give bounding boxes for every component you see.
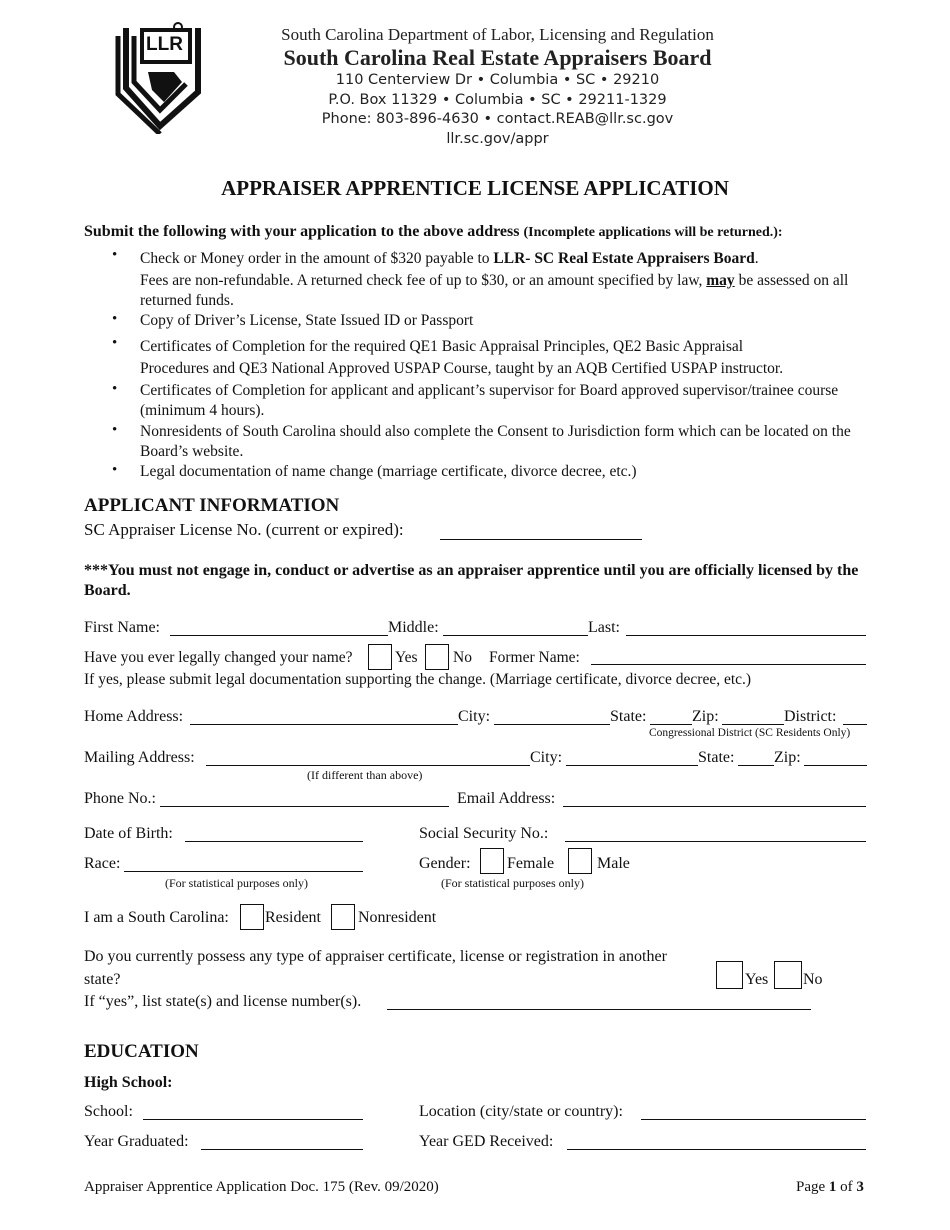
race-label: Race: bbox=[84, 855, 121, 872]
first-name-label: First Name: bbox=[84, 619, 160, 636]
mailing-address-label: Mailing Address: bbox=[84, 749, 195, 766]
yes-label: Yes bbox=[395, 649, 418, 666]
mailing-zip-field[interactable] bbox=[804, 765, 867, 766]
year-graduated-label: Year Graduated: bbox=[84, 1133, 189, 1150]
gender-female-checkbox[interactable] bbox=[480, 848, 504, 874]
name-change-question: Have you ever legally changed your name? bbox=[84, 649, 353, 666]
other-state-no-checkbox[interactable] bbox=[774, 961, 802, 989]
list-item: Nonresidents of South Carolina should also complete the Consent to Jurisdiction form which can be located on the Board’s website. bbox=[140, 423, 851, 460]
other-state-no-label: No bbox=[803, 971, 823, 988]
race-field[interactable] bbox=[124, 871, 363, 872]
year-ged-field[interactable] bbox=[567, 1149, 866, 1150]
other-state-yes-checkbox[interactable] bbox=[716, 961, 743, 989]
phone-field[interactable] bbox=[160, 806, 449, 807]
list-states-label: If “yes”, list state(s) and license number(s). bbox=[84, 993, 362, 1010]
middle-name-field[interactable] bbox=[443, 635, 588, 636]
home-address-field[interactable] bbox=[190, 724, 458, 725]
gender-male-checkbox[interactable] bbox=[568, 848, 592, 874]
home-address-label: Home Address: bbox=[84, 708, 184, 725]
bullet-icon: • bbox=[112, 381, 118, 397]
name-change-no-checkbox[interactable] bbox=[425, 644, 449, 670]
home-state-field[interactable] bbox=[650, 724, 692, 725]
home-state-label: State: bbox=[610, 708, 647, 725]
mailing-city-label: City: bbox=[530, 749, 563, 766]
name-change-yes-checkbox[interactable] bbox=[368, 644, 392, 670]
district-field[interactable] bbox=[843, 724, 867, 725]
ssn-field[interactable] bbox=[565, 841, 866, 842]
male-label: Male bbox=[597, 855, 630, 872]
mailing-state-field[interactable] bbox=[738, 765, 774, 766]
bullet-icon: • bbox=[112, 462, 118, 478]
name-change-note: If yes, please submit legal documentation supporting the change. (Marriage certificate, divorce decree, etc.) bbox=[84, 671, 752, 688]
email-field[interactable] bbox=[563, 806, 866, 807]
home-city-field[interactable] bbox=[494, 724, 610, 725]
logo-text: LLR bbox=[146, 34, 183, 55]
female-label: Female bbox=[507, 855, 555, 872]
phone-email: Phone: 803-896-4630 • contact.REAB@llr.sc.gov bbox=[321, 111, 674, 127]
last-name-label: Last: bbox=[588, 619, 620, 636]
mailing-address-field[interactable] bbox=[206, 765, 530, 766]
home-city-label: City: bbox=[458, 708, 491, 725]
district-label: District: bbox=[784, 708, 837, 725]
email-label: Email Address: bbox=[457, 790, 556, 807]
education-heading: EDUCATION bbox=[84, 1041, 199, 1062]
former-name-label: Former Name: bbox=[489, 649, 580, 666]
former-name-field[interactable] bbox=[591, 664, 866, 665]
licensing-notice: ***You must not engage in, conduct or advertise as an appraiser apprentice until you are officially licensed by the Board. bbox=[84, 562, 859, 599]
other-state-question: Do you currently possess any type of appraiser certificate, license or registration in another bbox=[84, 948, 667, 965]
high-school-subheading: High School: bbox=[84, 1074, 173, 1091]
year-graduated-field[interactable] bbox=[201, 1149, 363, 1150]
list-item: Legal documentation of name change (marriage certificate, divorce decree, etc.) bbox=[140, 463, 637, 480]
other-state-question-cont: state? bbox=[84, 971, 121, 988]
list-item: Copy of Driver’s License, State Issued ID or Passport bbox=[140, 312, 474, 329]
mailing-city-field[interactable] bbox=[566, 765, 698, 766]
no-label: No bbox=[453, 649, 472, 666]
home-zip-field[interactable] bbox=[722, 724, 784, 725]
phone-label: Phone No.: bbox=[84, 790, 156, 807]
license-no-label: SC Appraiser License No. (current or expired): bbox=[84, 520, 404, 539]
other-state-yes-label: Yes bbox=[745, 971, 769, 988]
list-item: Check or Money order in the amount of $320 payable to LLR- SC Real Estate Appraisers Board. Fees are non-refundable. A returned check fee of up to $30, or an amount specified by law, may be assessed on all returned funds. bbox=[140, 250, 849, 309]
dob-field[interactable] bbox=[185, 841, 363, 842]
school-field[interactable] bbox=[143, 1119, 363, 1120]
mailing-zip-label: Zip: bbox=[774, 749, 801, 766]
bullet-icon: • bbox=[112, 335, 118, 351]
applicant-heading: APPLICANT INFORMATION bbox=[84, 495, 340, 516]
department-name: South Carolina Department of Labor, Licensing and Regulation bbox=[281, 25, 714, 44]
race-stat-note: (For statistical purposes only) bbox=[165, 876, 308, 890]
website: llr.sc.gov/appr bbox=[446, 131, 549, 147]
mailing-state-label: State: bbox=[698, 749, 735, 766]
district-note: Congressional District (SC Residents Only) bbox=[649, 727, 851, 739]
dob-label: Date of Birth: bbox=[84, 825, 173, 842]
resident-checkbox[interactable] bbox=[240, 904, 264, 930]
page-number: Page 1 of 3 bbox=[796, 1179, 864, 1195]
license-no-field[interactable] bbox=[440, 539, 642, 540]
list-item: Certificates of Completion for the required QE1 Basic Appraisal Principles, QE2 Basic Appraisal Procedures and QE3 National Approved USPAP Course, taught by an AQB Certified USPAP instructor. bbox=[140, 338, 784, 377]
submit-intro: Submit the following with your application to the above address (Incomplete applications will be returned.): bbox=[84, 223, 783, 240]
po-box: P.O. Box 11329 • Columbia • SC • 29211-1329 bbox=[328, 92, 667, 108]
mailing-note: (If different than above) bbox=[307, 768, 423, 782]
list-states-field[interactable] bbox=[387, 1009, 811, 1010]
home-zip-label: Zip: bbox=[692, 708, 719, 725]
school-location-field[interactable] bbox=[641, 1119, 866, 1120]
last-name-field[interactable] bbox=[626, 635, 866, 636]
first-name-field[interactable] bbox=[170, 635, 388, 636]
bullet-icon: • bbox=[112, 311, 118, 327]
board-name: South Carolina Real Estate Appraisers Board bbox=[283, 45, 712, 70]
footer-doc-id: Appraiser Apprentice Application Doc. 175 (Rev. 09/2020) bbox=[84, 1179, 439, 1195]
resident-label: Resident bbox=[265, 909, 321, 926]
school-location-label: Location (city/state or country): bbox=[419, 1103, 623, 1120]
bullet-icon: • bbox=[112, 422, 118, 438]
bullet-icon: • bbox=[112, 247, 118, 263]
nonresident-checkbox[interactable] bbox=[331, 904, 355, 930]
page-title: APPRAISER APPRENTICE LICENSE APPLICATION bbox=[221, 176, 729, 200]
year-ged-label: Year GED Received: bbox=[419, 1133, 554, 1150]
llr-logo bbox=[112, 22, 212, 132]
residency-label: I am a South Carolina: bbox=[84, 909, 229, 926]
middle-name-label: Middle: bbox=[388, 619, 439, 636]
list-item: Certificates of Completion for applicant and applicant’s supervisor for Board approved supervisor/trainee course (minimum 4 hours). bbox=[140, 382, 839, 419]
nonresident-label: Nonresident bbox=[358, 909, 437, 926]
gender-label: Gender: bbox=[419, 855, 471, 872]
ssn-label: Social Security No.: bbox=[419, 825, 549, 842]
street-address: 110 Centerview Dr • Columbia • SC • 29210 bbox=[335, 72, 660, 88]
school-label: School: bbox=[84, 1103, 133, 1120]
gender-stat-note: (For statistical purposes only) bbox=[441, 876, 584, 890]
